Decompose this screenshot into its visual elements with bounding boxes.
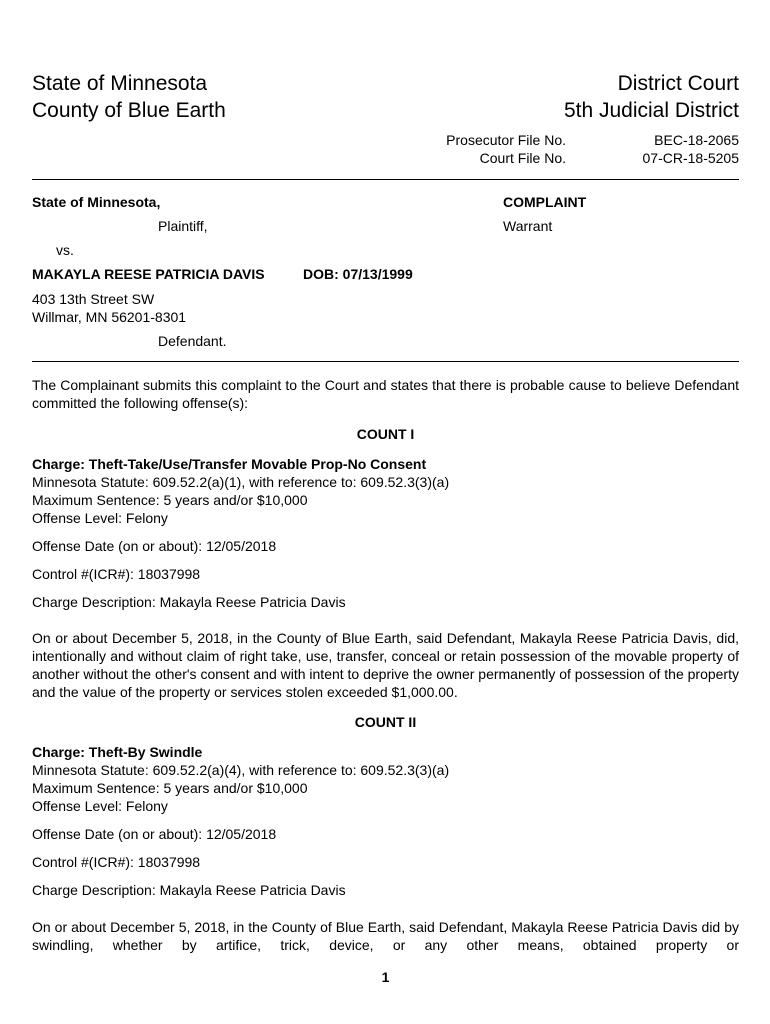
control-number: Control #(ICR#): 18037998 [32, 566, 201, 582]
court-title: District Court [617, 72, 739, 95]
versus-label: vs. [56, 242, 74, 258]
max-sentence: Maximum Sentence: 5 years and/or $10,000 [32, 780, 308, 796]
defendant-dob: DOB: 07/13/1999 [303, 266, 413, 282]
count-title: COUNT I [356, 426, 415, 442]
charge-description: Charge Description: Makayla Reese Patricia Davis [32, 882, 346, 898]
page-number: 1 [381, 969, 390, 985]
district-title: 5th Judicial District [563, 99, 739, 122]
plaintiff-role: Plaintiff, [158, 218, 208, 234]
defendant-address-line2: Willmar, MN 56201-8301 [32, 309, 187, 325]
offense-level: Offense Level: Felony [32, 510, 168, 526]
defendant-role: Defendant. [158, 333, 227, 349]
offense-date: Offense Date (on or about): 12/05/2018 [32, 826, 277, 842]
court-file-number: 07-CR-18-5205 [642, 150, 739, 166]
plaintiff-name: State of Minnesota, [32, 194, 161, 210]
state-title: State of Minnesota [32, 72, 208, 95]
count-narrative: On or about December 5, 2018, in the County of Blue Earth, said Defendant, Makayla Reese Patricia Davis, did, intentionally and without claim of right take, use, transfer, conceal or retain possession of the movable property of another without the other's consent and with intent to deprive the owner permanently of possession of the property and the value of the property or services stolen exceeded $1,000.00. [32, 630, 739, 700]
county-title: County of Blue Earth [32, 99, 226, 122]
document-type: COMPLAINT [503, 194, 587, 210]
defendant-name: MAKAYLA REESE PATRICIA DAVIS [32, 266, 265, 282]
charge-description: Charge Description: Makayla Reese Patricia Davis [32, 594, 346, 610]
charge-name: Charge: Theft-By Swindle [32, 744, 203, 760]
charge-name: Charge: Theft-Take/Use/Transfer Movable Prop-No Consent [32, 456, 427, 472]
intro-paragraph: The Complainant submits this complaint to the Court and states that there is probable cause to believe Defendant committed the following offense(s): [32, 377, 739, 411]
statute: Minnesota Statute: 609.52.2(a)(1), with reference to: 609.52.3(3)(a) [32, 474, 450, 490]
offense-level: Offense Level: Felony [32, 798, 168, 814]
prosecutor-file-number: BEC-18-2065 [654, 132, 739, 148]
max-sentence: Maximum Sentence: 5 years and/or $10,000 [32, 492, 308, 508]
defendant-address-line1: 403 13th Street SW [32, 291, 155, 307]
court-file-label: Court File No. [479, 150, 566, 166]
control-number: Control #(ICR#): 18037998 [32, 854, 201, 870]
prosecutor-file-label: Prosecutor File No. [446, 132, 566, 148]
caption-divider [32, 361, 739, 362]
offense-date: Offense Date (on or about): 12/05/2018 [32, 538, 277, 554]
header-divider [32, 179, 739, 180]
count-title: COUNT II [354, 714, 417, 730]
statute: Minnesota Statute: 609.52.2(a)(4), with reference to: 609.52.3(3)(a) [32, 762, 450, 778]
count-narrative: On or about December 5, 2018, in the County of Blue Earth, said Defendant, Makayla Reese Patricia Davis did by swindling, whether by artifice, trick, device, or any other means, obtained property or [32, 919, 739, 953]
document-subtype: Warrant [503, 218, 553, 234]
